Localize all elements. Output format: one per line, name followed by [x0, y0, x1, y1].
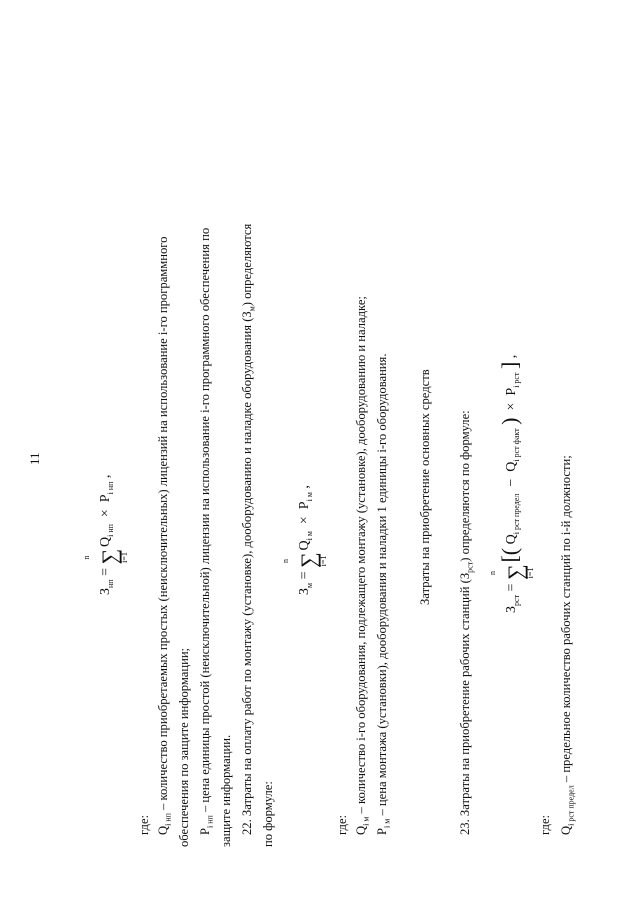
- paragraph-23: 23. Затраты на приобретение рабочих станций $(З_{рст})$ определяются по формуле:: [458, 410, 475, 835]
- where-label-1: где:: [137, 814, 151, 835]
- sum-symbol: n ∑ i=1: [82, 548, 129, 565]
- definition-q-m: $Q_{i м}$ – количество i-го оборудования, подлежащего монтажу (установке), дооборудованию и наладке;: [354, 296, 371, 835]
- where-label-3: где:: [538, 814, 552, 835]
- definition-q-np-continuation: обеспечения по защите информации;: [177, 647, 191, 847]
- definition-p-np: $P_{i нп}$ – цена единицы простой (неисключительной) лицензии на использование i-го программного обеспечения по: [198, 227, 215, 835]
- formula-installation: $З_м$ = n ∑ i=1 $Q_{i м} \times P_{i м}$ ,: [281, 485, 328, 595]
- paragraph-22-continuation: по формуле:: [261, 781, 275, 847]
- sum-symbol: n ∑ i=1: [487, 564, 535, 581]
- page-number: 11: [27, 452, 42, 465]
- sum-symbol: n ∑ i=1: [281, 552, 328, 569]
- section-heading: Затраты на приобретение основных средств: [418, 369, 432, 605]
- definition-q-np: $Q_{i нп}$ – количество приобретаемых простых (неисключительных) лицензий на использование i-го программного: [156, 236, 173, 835]
- definition-p-np-continuation: защите информации.: [219, 734, 233, 847]
- paragraph-22: 22. Затраты на оплату работ по монтажу (установке), дооборудованию и наладке оборудования $(З_м)$ определяются: [240, 223, 257, 835]
- formula-workstations: $З_{рст}$ = n ∑ i=1 [( $Q_{i рст предел} - Q_{i рст факт}$ ) × $P_{i рст}$ ] ,: [487, 354, 535, 613]
- where-label-2: где:: [335, 814, 349, 835]
- definition-p-m: $P_{i м}$ – цена монтажа (установки), дооборудования и наладки 1 единицы i-го оборудования.: [375, 353, 392, 835]
- definition-q-rst: $Q_{i рст предел}$ – предельное количество рабочих станций по i-й должности;: [559, 455, 576, 835]
- formula-software-licenses: $З_{нп}$ = n ∑ i=1 $Q_{i нп} \times P_{i нп}$ ,: [82, 474, 129, 595]
